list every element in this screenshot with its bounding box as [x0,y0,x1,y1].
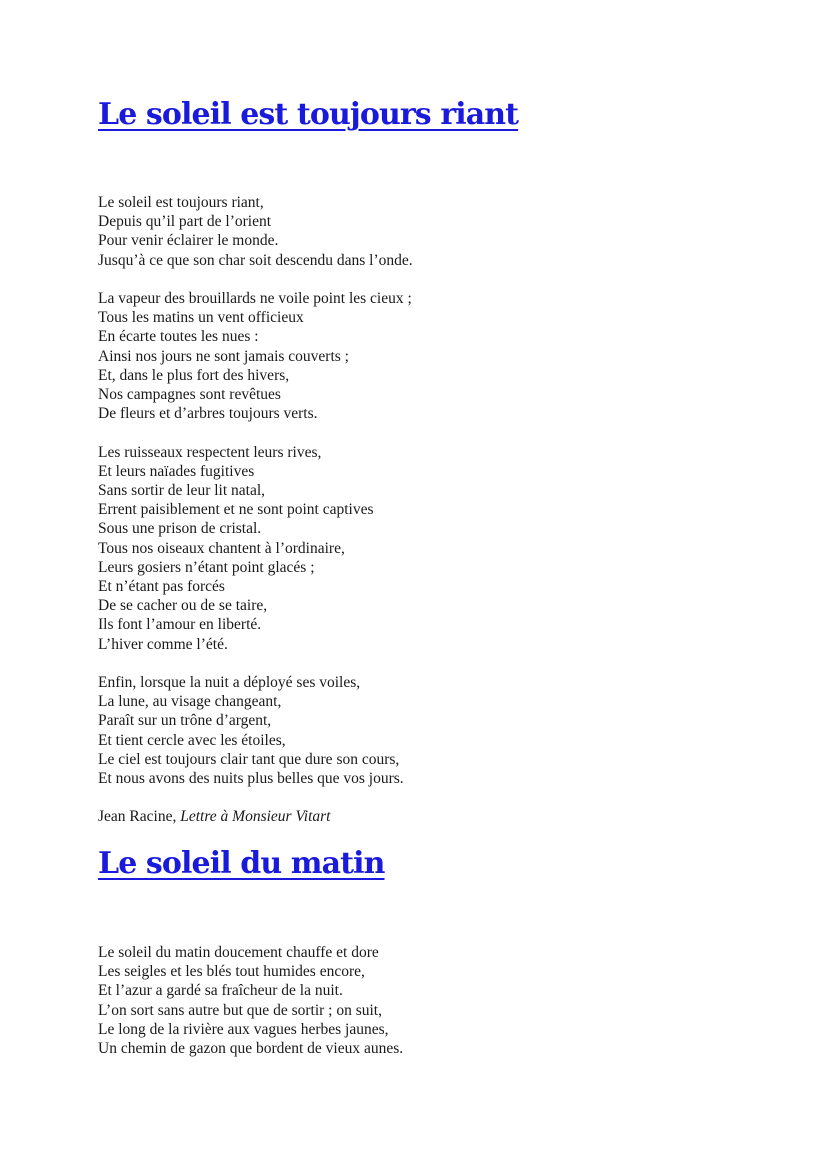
poem-line: L’on sort sans autre but que de sortir ; on suit, [98,1001,382,1019]
poem-line: Un chemin de gazon que bordent de vieux aunes. [98,1040,404,1058]
poem-line: Nos campagnes sont revêtues [98,386,281,404]
poem-line: Leurs gosiers n’étant point glacés ; [98,558,315,576]
work-title: Lettre à Monsieur Vitart [180,808,331,826]
stanza [98,673,413,788]
poem-line: Le ciel est toujours clair tant que dure son cours, [98,750,400,768]
poem-line: La vapeur des brouillards ne voile point les cieux ; [98,290,412,307]
poem-line: Ils font l’amour en liberté. [98,616,262,634]
stanza [98,193,413,270]
poem-body [98,943,403,1058]
poem-line: Sans sortir de leur lit natal, [98,482,266,500]
poem-line: Le long de la rivière aux vagues herbes jaunes, [98,1020,389,1038]
poem-line: De fleurs et d’arbres toujours verts. [98,405,318,423]
poem-line: Et nous avons des nuits plus belles que vos jours. [98,770,404,788]
poem-line: Les seigles et les blés tout humides encore, [98,963,365,981]
stanza [98,289,413,423]
poem-line: L’hiver comme l’été. [98,635,228,653]
poem-line: Paraît sur un trône d’argent, [98,712,272,730]
poem-line: Errent paisiblement et ne sont point captives [98,501,374,519]
poem-line: Ainsi nos jours ne sont jamais couverts ; [98,347,349,365]
poem-attribution [98,807,413,826]
poem-line: Et, dans le plus fort des hivers, [98,366,290,384]
poem-line: Et leurs naïades fugitives [98,462,255,480]
poem-line: Pour venir éclairer le monde. [98,232,279,250]
poem-title-link[interactable]: Le soleil est toujours riant [98,97,519,132]
poem-line: Et n’étant pas forcés [98,578,225,596]
poem-line: Le soleil est toujours riant, [98,194,264,211]
stanza [98,443,413,654]
poem-line: Les ruisseaux respectent leurs rives, [98,443,322,461]
poem-line: La lune, au visage changeant, [98,693,282,711]
poem-line: En écarte toutes les nues : [98,328,259,346]
author-name: Jean Racine, [98,808,181,826]
poem-line: Le soleil du matin doucement chauffe et dore [98,944,379,961]
poem-line: Tous les matins un vent officieux [98,309,304,327]
poem-line: Jusqu’à ce que son char soit descendu dans l’onde. [98,251,413,269]
poem-line: De se cacher ou de se taire, [98,597,268,615]
poem-line: Tous nos oiseaux chantent à l’ordinaire, [98,539,345,557]
poem-line: Et tient cercle avec les étoiles, [98,731,286,749]
poem-body [98,193,413,827]
poem-line: Depuis qu’il part de l’orient [98,213,272,231]
poem-line: Enfin, lorsque la nuit a déployé ses voiles, [98,674,361,692]
poem-line: Et l’azur a gardé sa fraîcheur de la nuit. [98,982,343,1000]
stanza [98,943,403,1058]
poem-title-link[interactable]: Le soleil du matin [98,846,385,881]
poem-line: Sous une prison de cristal. [98,520,262,538]
